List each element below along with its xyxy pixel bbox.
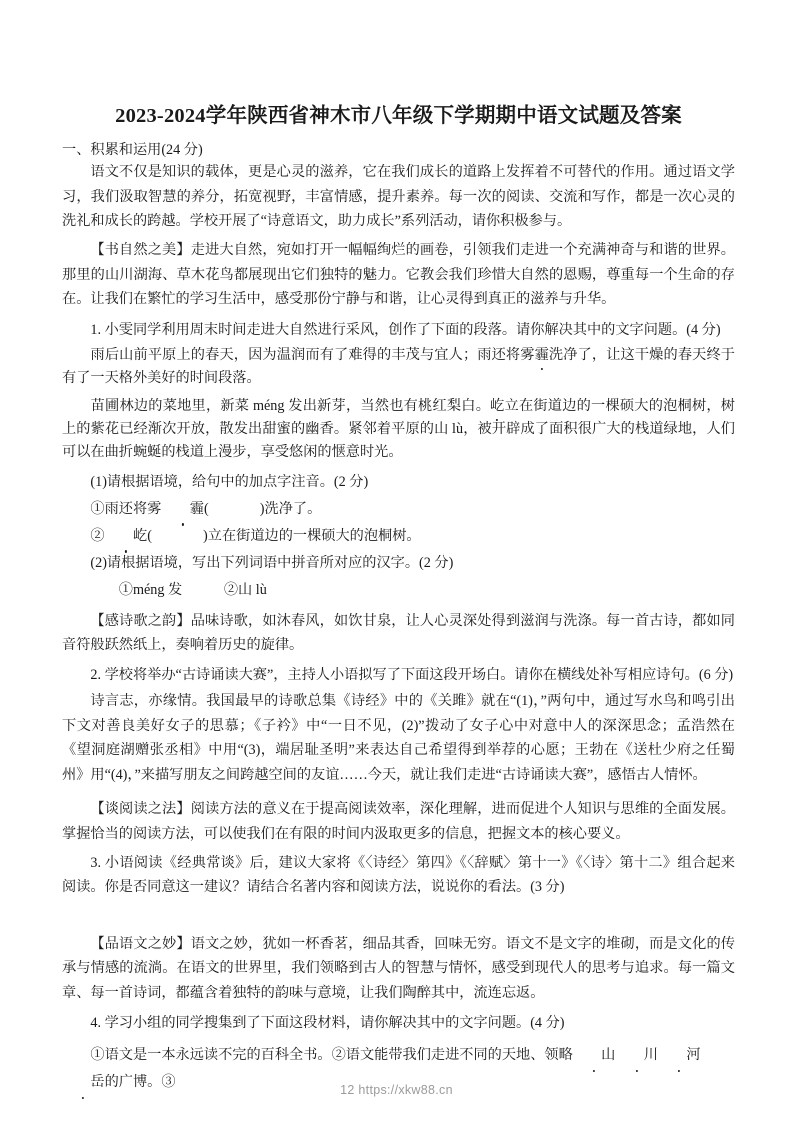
section-nature-text: 走进大自然，宛如打开一幅幅绚烂的画卷，引领我们走进一个充满神奇与和谐的世界。那里的山川湖海、草木花鸟都展现出它们独特的魅力。它教会我们珍惜大自然的恩赐，尊重每一个生命的存在。让我们在繁忙的学习生活中，感受那份宁静与和谐，让心灵得到真正的滋养与升华。 [62,242,735,308]
question1-passage-line1 [62,344,735,390]
sub1-item2-a: ② [90,527,105,544]
question1-sub2-items [62,577,735,604]
page-title: 2023-2024学年陕西省神木市八年级下学期期中语文试题及答案 [115,105,682,127]
q4-material-a: ①语文是一本永远读不完的百科全书。②语文能带我们走进不同的天地、领略 [90,1047,573,1064]
sub2-item2: ②山 lù [223,581,267,598]
emphasis-char-mai: 霾 [535,344,549,367]
question1-passage-line2 [62,395,735,464]
section-reading-method-paragraph [62,797,735,846]
q1-passage2-part-a: 苗圃林边的菜地里，新菜 méng 发出新芽，当然也有桃红梨白。 [90,397,491,414]
q1-passage2-part-b: 立在街道边的一棵硕大的泡桐树，树上的紫花已经渐次开放，散发出甜蜜的幽香。紧邻着平原的山 lù，被开辟成了面积很广大的栈道绿地，人们可以在曲折蜿蜒的栈道上漫步，享受悠闲的惬意时光。 [62,397,735,460]
section-wonder-text: 语文之妙，犹如一杯香茗，细品其香，回味无穷。语文不是文字的堆砌，而是文化的传承与情感的流淌。在语文的世界里，我们领略到古人的智慧与情怀，感受到现代人的思考与追求。每一篇文章、每一首诗词，都蕴含着独特的韵味与意境，让我们陶醉其中，流连忘返。 [62,935,735,1001]
section-wonder-paragraph [62,932,735,1005]
emphasis-char-he: 河 [658,1042,701,1069]
q4-material-b: 的广博。③ [104,1074,176,1091]
sub2-item1: ①méng 发 [118,581,183,598]
footer-watermark: 12 https://xkw88.cn [340,1083,453,1097]
emphasis-char-yi: 屹 [490,395,504,418]
question1-sub2-prompt: (2)请根据语境，写出下列词语中拼音所对应的汉字。(2 分) [90,554,454,571]
emphasis-char-mai-2: 霾 [161,496,204,523]
question2-stem: 2. 学校将举办“古诗诵读大赛”，主持人小语拟写了下面这段开场白。请你在横线处补写相应诗句。(6 分) [90,667,734,684]
section-nature-label: 【书自然之美】 [90,242,191,259]
emphasis-char-chuan: 川 [615,1042,658,1069]
section-reading-method-label: 【谈阅读之法】 [90,801,191,818]
emphasis-char-yi-2: 屹 [105,523,148,550]
question3-stem: 3. 小语阅读《经典常谈》后，建议大家将《〈诗经〉第四》《〈辞赋〉第十一》《〈诗〉第十二》组合起来阅读。你是否同意这一建议？请结合名著内容和阅读方法，说说你的看法。(3 分) [62,854,735,896]
q1-passage-part-b: 洗净了，让这干燥的春天终于有了一天格外美好的时间段落。 [62,346,735,386]
section-poetry-label: 【感诗歌之韵】 [90,612,191,629]
sub1-item1-open-paren: ( [203,500,209,517]
section-reading-method-text: 阅读方法的意义在于提高阅读效率，深化理解，进而促进个人知识与思维的全面发展。掌握恰当的阅读方法，可以使我们在有限的时间内汲取更多的信息，把握文本的核心要义。 [62,801,735,842]
emphasis-char-shan: 山 [573,1042,616,1069]
section-poetry-paragraph [62,609,735,658]
sub1-item1-c: )洗净了。 [259,500,322,517]
emphasis-char-yue: 岳 [62,1069,105,1096]
section-wonder-label: 【品语文之妙】 [90,935,191,952]
intro-paragraph: 语文不仅是知识的载体，更是心灵的滋养，它在我们成长的道路上发挥着不可替代的作用。通过语文学习，我们汲取智慧的养分，拓宽视野，丰富情感，提升素养。每一次的阅读、交流和写作，都是一次心灵的洗礼和成长的跨越。学校开展了“诗意语文，助力成长”系列活动，请你积极参与。 [62,164,735,230]
sub1-item1-a: ①雨还将雾 [90,500,162,517]
question2-passage: 诗言志，亦缘情。我国最早的诗歌总集《诗经》中的《关雎》就在“(1)，”两句中，通过写水鸟和鸣引出下文对善良美好女子的思慕；《子衿》中“一日不见，(2)”拨动了女子心中对意中人的深深思念；孟浩然在《望洞庭湖赠张丞相》中用“(3)，端居耻圣明”来表达自己希望得到举荐的心愿；王勃在《送杜少府之任蜀州》用“(4)，”来描写朋友之间跨越空间的友谊……今天，就让我们走进“古诗诵读大赛”，感悟古人情怀。 [62,693,735,783]
question1-sub1-prompt: (1)请根据语境，给句中的加点字注音。(2 分) [90,473,369,490]
section-poetry-text: 品味诗歌，如沐春风，如饮甘泉，让人心灵深处得到滋润与洗涤。每一首古诗，都如同音符般跃然纸上，奏响着历史的旋律。 [62,612,735,654]
section-heading: 一、积累和运用(24 分) [62,141,203,158]
question1-stem: 1. 小雯同学利用周末时间走进大自然进行采风，创作了下面的段落。请你解决其中的文字问题。(4 分) [90,321,721,338]
question1-sub1-item2 [62,523,735,550]
question4-stem: 4. 学习小组的同学搜集到了下面这段材料，请你解决其中的文字问题。(4 分) [90,1015,565,1032]
section-nature-paragraph [62,238,735,311]
sub1-item2-open-paren: ( [147,527,152,544]
q1-passage-part-a: 雨后山前平原上的春天，因为温润而有了难得的丰茂与宜人；雨还将雾 [90,346,535,363]
sub1-item2-c: )立在街道边的一棵硕大的泡桐树。 [203,527,421,544]
question1-sub1-item1 [62,496,735,523]
